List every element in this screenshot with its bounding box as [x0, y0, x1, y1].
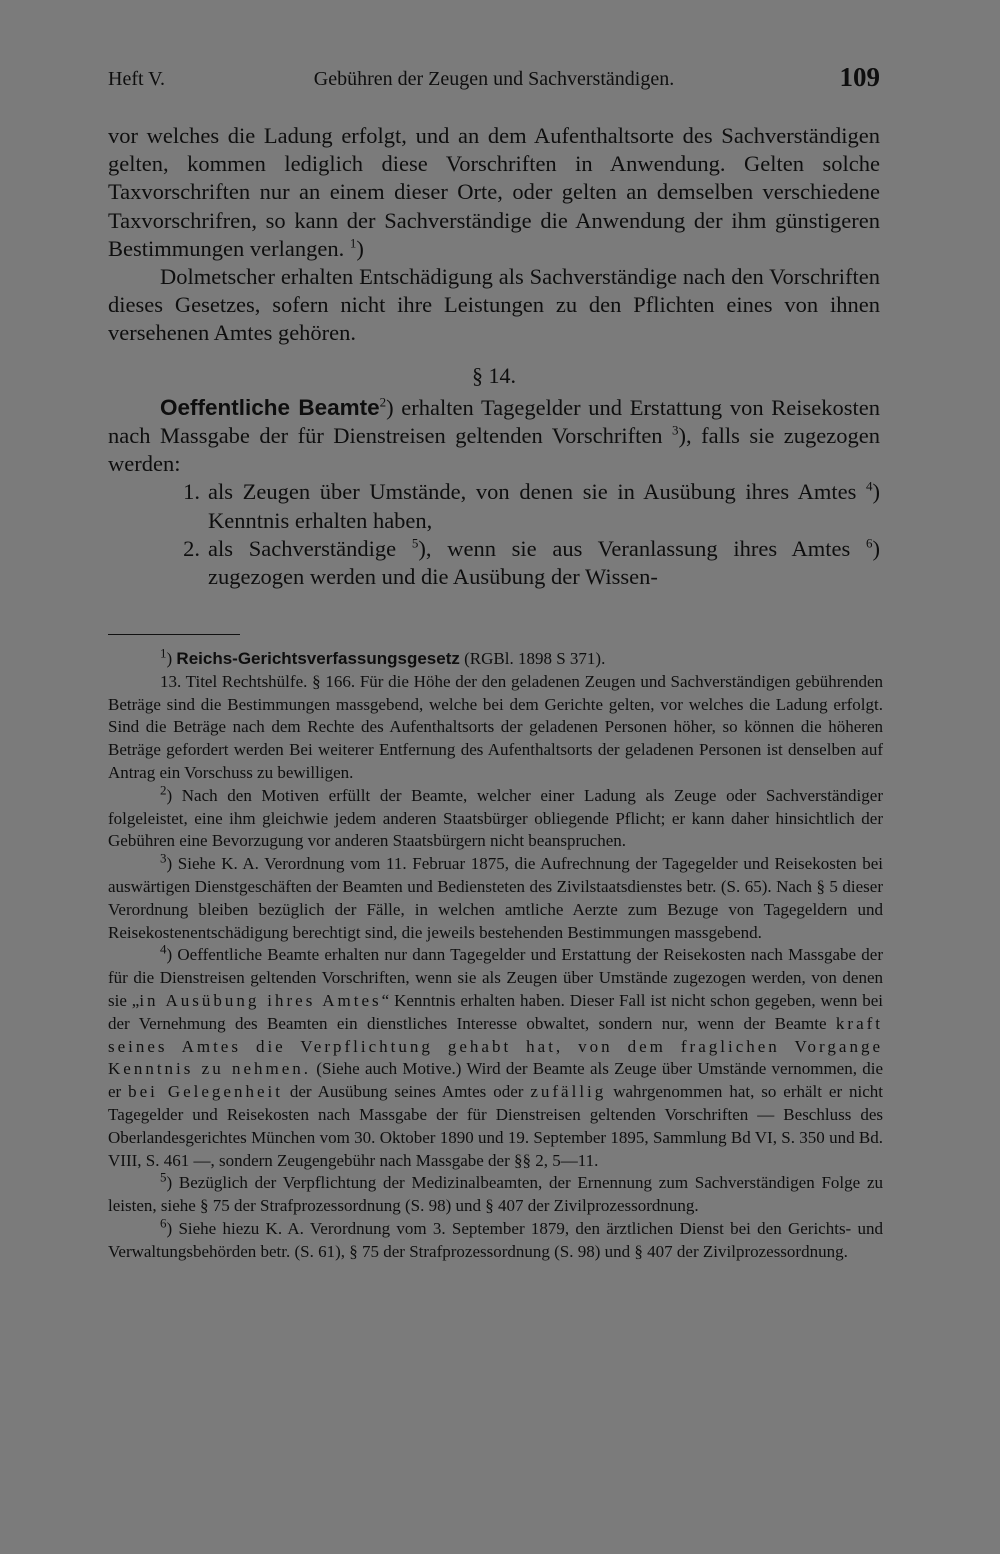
footnote: $^5$) Bezüglich der Verpflichtung der Medizinalbeamten, der Ernennung zum Sachverständigen Folge zu leisten, siehe § 75 der Strafprozessordnung (S. 98) und § 407 der Zivilprozessordnung. — [108, 1169, 883, 1216]
footnote-title: Reichs-Gerichtsverfassungsgesetz — [176, 649, 460, 668]
list-number: 1. — [183, 479, 200, 505]
footnote: $^4$) Oeffentliche Beamte erhalten nur dann Tagegelder und Erstattung der Reisekosten nach Massgabe der für die Dienstreisen geltenden Vorschriften, wenn sie als Zeugen über Umstände zugezogen werden, von denen sie „in Ausübung ihres Amtes“ Kenntnis erhalten haben. Dieser Fall ist nicht schon gegeben, wenn bei der Vernehmung des Beamten ein dienstliches Interesse obwaltet, sondern nur, wenn der Beamte kraft seines Amtes die Verpflichtung gehabt hat, von dem fraglichen Vorgange Kenntnis zu nehmen. (Siehe auch Motive.) Wird der Beamte als Zeuge über Umstände vernommen, die er bei Gelegenheit der Ausübung seines Amtes oder zufällig wahrgenommen hat, so erhält er nicht Tagegelder und Reisekosten nach Massgabe der für Dienstreisen geltenden Vorschriften — Beschluss des Oberlandesgerichtes München vom 30. Oktober 1890 und 19. September 1895, Sammlung Bd VI, S. 350 und Bd. VIII, S. 461 —, sondern Zeugengebühr nach Massgabe der §§ 2, 5—11. — [108, 941, 884, 1170]
page-header — [108, 62, 880, 98]
footnote-ref: 5 — [411, 535, 419, 551]
list-item: 2. als Sachverständige $^5$), wenn sie aus Veranlassung ihres Amtes $^6$) zugezogen werden und die Ausübung der Wissen- — [108, 535, 880, 591]
list-number: 2. — [183, 535, 200, 561]
paragraph: Dolmetscher erhalten Entschädigung als Sachverständige nach den Vorschriften dieses Gesetzes, sofern nicht ihre Leistungen zu den Pflichten eines von ihnen versehenen Amtes gehören. — [108, 264, 880, 346]
footnote: $^6$) Siehe hiezu K. A. Verordnung vom 3. September 1879, den ärztlichen Dienst bei den Gerichts- und Verwaltungsbehörden betr. (S. 61), § 75 der Strafprozessordnung (S. 98) und § 407 der Zivilprozessordnung. — [108, 1215, 883, 1261]
footnote-ref: 4 — [866, 478, 873, 494]
footnote-text: 13. Titel Rechtshülfe. § 166. Für die Höhe der den geladenen Zeugen und Sachverständigen gebührenden Beträge sind die Bestimmungen massgebend, welche bei dem Gerichte gelten, vor welches die Ladung erfolgt. Sind die Beträge nach dem Rechte des Aufenthaltsorts der geladenen Personen höher, so können die höheren Beträge gefordert werden Bei weiterer Entfernung des Aufenthaltsorts der geladenen Personen ist denselben auf Antrag ein Vorschuss zu bewilligen. — [108, 671, 883, 782]
footnote-divider — [108, 634, 240, 635]
footnote-ref: 1 — [349, 235, 357, 251]
footnotes — [108, 645, 884, 1264]
issue-label: Heft V. — [108, 68, 166, 90]
paragraph: vor welches die Ladung erfolgt, und an dem Aufenthaltsorte des Sachverständigen gelten, kommen lediglich diese Vorschriften in Anwendung. Gelten solche Taxvorschriften nur an einem dieser Orte, oder gelten an demselben verschiedene Taxvorschrifren, so kann der Sachverständige die Anwendung der ihm günstigeren Bestimmungen verlangen. $^1$) — [108, 123, 880, 261]
footnote-ref: 2 — [379, 394, 387, 410]
footnote: $^3$) Siehe K. A. Verordnung vom 11. Februar 1875, die Aufrechnung der Tagegelder und Reisekosten bei auswärtigen Dienstgeschäften der Beamten und Bediensteten des Zivilstaatsdienstes betr. (S. 65). Nach § 5 dieser Verordnung bleiben bezüglich der Fälle, in welchen amtliche Aerzte zum Bezuge von Tagegeldern und Reisekostenentschädigung berechtigt sind, die jeweils bestehenden Bestimmungen massgebend. — [108, 850, 883, 942]
main-text — [108, 122, 880, 591]
list-item: 1. als Zeugen über Umstände, von denen sie in Ausübung ihres Amtes $^4$) Kenntnis erhalten haben, — [108, 478, 880, 534]
footnote-ref: 3 — [672, 422, 679, 438]
footnote-ref: 6 — [866, 535, 873, 551]
section-heading: § 14. — [472, 362, 516, 388]
page-number: 109 — [839, 62, 880, 92]
paragraph: Oeffentliche Beamte$^2$) erhalten Tagegelder und Erstattung von Reisekosten nach Massgabe der für Dienstreisen geltenden Vorschriften $^3$), falls sie zugezogen werden: — [108, 394, 880, 477]
section-title: Oeffentliche Beamte — [160, 394, 380, 420]
footnote: $^2$) Nach den Motiven erfüllt der Beamte, welcher einer Ladung als Zeuge oder Sachverständiger folgeleistet, eine ihm gleichwie jedem anderen Staatsbürger obliegende Pflicht; er kann daher hinsichtlich der Gebühren eine Bevorzugung vor anderen Staatsbürgern nicht beanspruchen. — [108, 782, 883, 851]
running-title: Gebühren der Zeugen und Sachverständigen. — [313, 68, 675, 90]
footnote: $^1$) Reichs-Gerichtsverfassungsgesetz (RGBl. 1898 S 371). — [160, 645, 606, 668]
